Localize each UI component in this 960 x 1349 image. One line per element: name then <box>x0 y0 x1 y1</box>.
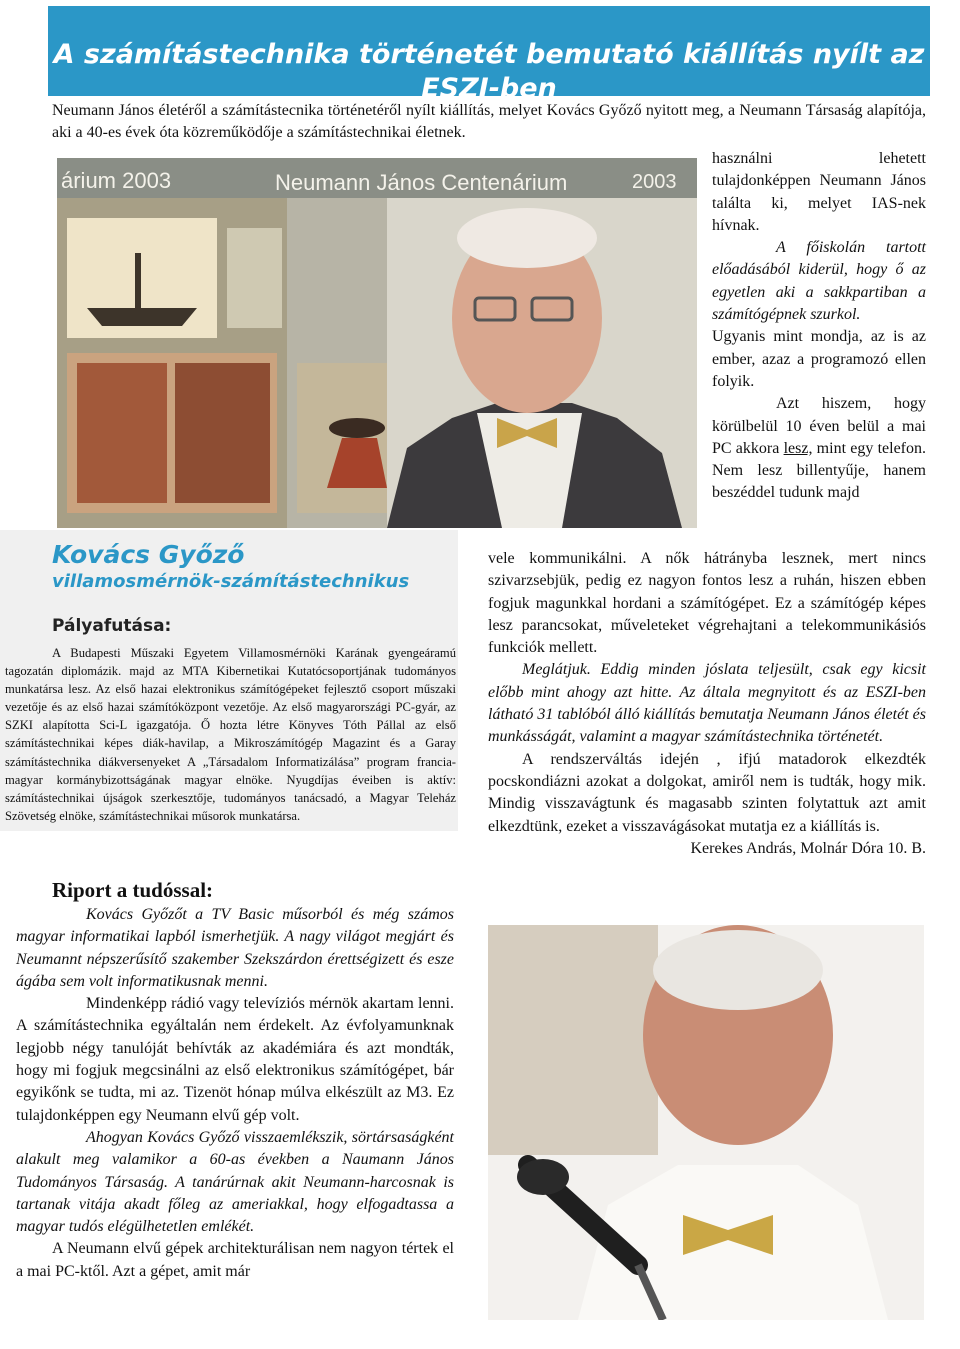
career-text: A Budapesti Műszaki Egyetem Villamosmérnöki Karának gyengeáramú tagozatán diplomázik. majd az MTA Kibernetikai Kutatócsoportjának tudományos munkatársa lesz. Az első hazai elektronikus számítógépeket fejlesztő csoport műszaki vezetője és az első hazai számítóközpont vezetője. Az első magyarországi PC-gyár, az SZKI alapította Sci-L igazgatója. Ő hozta létre Könyves Tóth Pállal az első számítástechnikai képes diák-havilap, a Mikroszámítógép Magazint és a Garay számítástechnika diákversenyeket A „Társadalom Informatizálása” program francia-magyar kormánybizottságának magyar elnöke. Nyugdíjas éveiben is aktív: számítástechnikai újságok szerkesztője, tudományos tanácsadó, a Magyar Teleház Szövetség elnöke, számítástechnikai műsorok munkatársa. <box>5 646 456 823</box>
bio-name: Kovács Győző <box>52 540 245 569</box>
right-paragraph-1: használni lehetett tulajdonképpen Neumann János találta ki, melyet IAS-nek hívnak. <box>712 150 926 234</box>
interview-paragraph-3: Ahogyan Kovács Győző visszaemlékszik, sörtársaságként alakult meg valamikor a 60-as években a Naumann János Tudományos Társaság. A tanárúrnak akit Neumann-harcosnak is tartanak vitája akadt főleg az ameriakkal, hogy elfogadtassa a magyar tudós elégülhetetlen emlékét. <box>16 1128 454 1236</box>
article-title: A számítástechnika történetét bemutató kiállítás nyílt az ESZI-ben <box>53 39 925 104</box>
bio-title: villamosmérnök-számítástechnikus <box>52 571 410 592</box>
career-heading: Pályafutása: <box>52 616 172 636</box>
title-banner <box>48 6 930 104</box>
banner-text-2: Neumann János Centenárium <box>275 170 568 195</box>
right-paragraph-6: Meglátjuk. Eddig minden jóslata teljesült, csak egy kicsit előbb mint ahogy azt hitte. Az általa megnyitott és az ESZI-ben látható 31 tablóból álló kiállítás bemutatja Neumann János életét és munkásságát, valamint a magyar számítástechnika történetét. <box>488 661 926 746</box>
right-paragraph-7: A rendszerváltás idején , ifjú matadorok elkezdték pocskondiázni azokat a dolgokat, amiről nem is tudták, hogy mik. Mindig visszavágtunk és magasabb szinten folytattuk azt amit elkezdtünk, ezeket a visszavágásokat mutatja ez a kiállítás is. <box>488 750 926 835</box>
banner-text-1: árium 2003 <box>61 168 172 193</box>
right-paragraph-5: vele kommunikálni. A nők hátrányba lesznek, mert nincs szivarzsebjük, pedig ez nagyon fontos lesz a ruhán, hiszen ebben fogjuk magunkkal hordani a számítógépet. Ez a számítógép képes lesz parancsokat, műveleteket végrehajtani a telekommunikásiós funkciók mellett. <box>488 550 926 657</box>
interview-body <box>16 904 454 1283</box>
interview-paragraph-2: Mindenképp rádió vagy televíziós mérnök akartam lenni. A számítástechnika egyáltalán nem érdekelt. Az évfolyamunknak legjobb négy tanulóját behívták az akadémiára és azt mondták, hogy mi fogjuk megcsinálni az első elektronikus számítógépet, bár egyikőnk se tudta, mi az. Tizenöt hónap múlva elkészült az M3. Ez tulajdonképpen egy Neumann elvű gép volt. <box>16 995 454 1124</box>
exhibition-photo-image <box>57 158 697 528</box>
speaker-photo-image <box>488 925 924 1320</box>
interview-paragraph-4: A Neumann elvű gépek architekturálisan nem nagyon tértek el a mai PC-ktől. Azt a gépet, amit már <box>16 1240 454 1280</box>
right-column-lower <box>488 548 926 860</box>
right-paragraph-3: Ugyanis mint mondja, az is az ember, azaz a programozó ellen folyik. <box>712 328 926 390</box>
article-signature: Kerekes András, Molnár Dóra 10. B. <box>690 839 926 857</box>
speaker-photo <box>488 925 924 1320</box>
right-paragraph-2: A főiskolán tartott előadásából kiderül, hogy ő az egyetlen aki a sakkpartiban a számítógépnek szurkol. <box>712 239 926 324</box>
bio-box <box>0 530 458 831</box>
article-intro: Neumann János életéről a számítástecnika történetéről nyílt kiállítás, melyet Kovács Győző nyitott meg, a Neumann Társaság alapítója, aki a 40-es évek óta közreműködője a számítástechnikai életnek. <box>52 102 926 141</box>
interview-paragraph-1: Kovács Győzőt a TV Basic műsorból és még számos magyar informatikai lapból ismerhetjük. A nagy világot megjárt és Neumannt népszerűsítő szakember Szekszárdon érettségizett és esze ágába sem volt informatikusnak menni. <box>16 906 454 990</box>
right-paragraph-4: Azt hiszem, hogy körülbelül 10 éven belül a mai PC akkora lesz, mint egy telefon. Nem lesz billentyűje, hanem beszéddel tudunk majd <box>712 395 927 502</box>
exhibition-photo <box>57 158 697 528</box>
interview-heading: Riport a tudóssal: <box>52 878 214 902</box>
right-column-upper <box>712 148 926 505</box>
banner-text-3: 2003 <box>632 171 677 193</box>
